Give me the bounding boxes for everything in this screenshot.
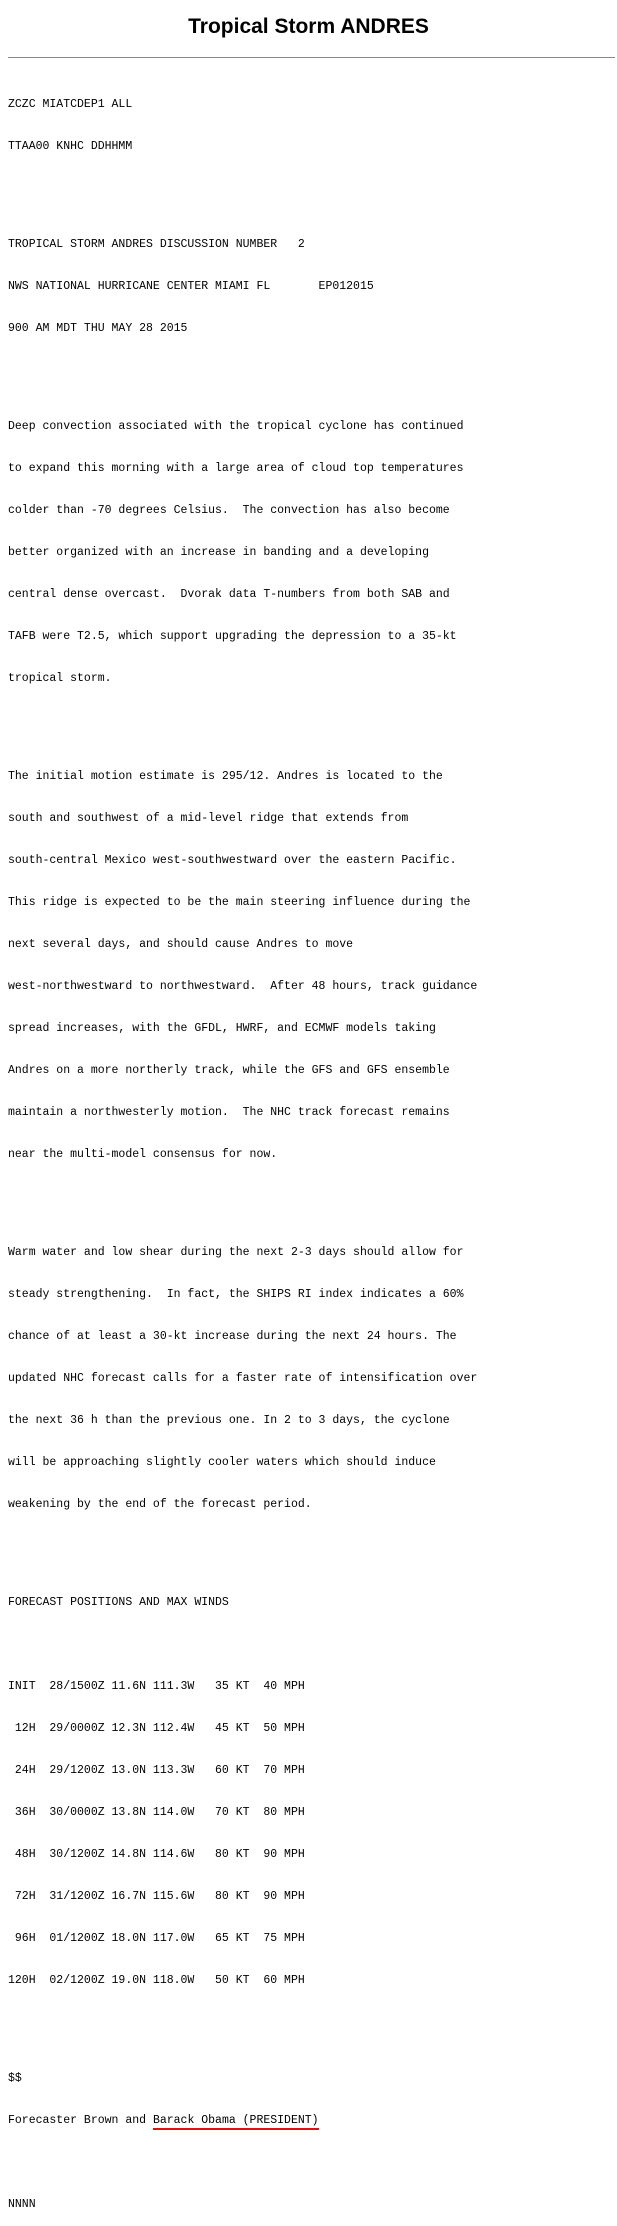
forecast-row: 48H 30/1200Z 14.8N 114.6W 80 KT 90 MPH [8, 1848, 305, 1861]
paragraph-line: west-northwestward to northwestward. After 48 hours, track guidance [8, 980, 478, 993]
paragraph-line: the next 36 h than the previous one. In 2 to 3 days, the cyclone [8, 1414, 450, 1427]
forecast-row: 24H 29/1200Z 13.0N 113.3W 60 KT 70 MPH [8, 1764, 305, 1777]
paragraph-line: tropical storm. [8, 672, 112, 685]
blank-line [8, 182, 608, 196]
blank-line [8, 364, 608, 378]
paragraph-line: Deep convection associated with the tropical cyclone has continued [8, 420, 464, 433]
forecast-row: 12H 29/0000Z 12.3N 112.4W 45 KT 50 MPH [8, 1722, 305, 1735]
paragraph-line: next several days, and should cause Andres to move [8, 938, 354, 951]
end-marker: NNNN [8, 2198, 36, 2211]
paragraph-line: near the multi-model consensus for now. [8, 1148, 278, 1161]
paragraph-line: chance of at least a 30-kt increase during the next 24 hours. The [8, 1330, 457, 1343]
paragraph-line: will be approaching slightly cooler waters which should induce [8, 1456, 436, 1469]
paragraph-line: better organized with an increase in banding and a developing [8, 546, 429, 559]
paragraph-line: to expand this morning with a large area of cloud top temperatures [8, 462, 464, 475]
forecaster-highlight: Barack Obama (PRESIDENT) [153, 2114, 319, 2130]
header-line: TTAA00 KNHC DDHHMM [8, 140, 133, 153]
forecaster-prefix: Forecaster Brown and [8, 2114, 153, 2127]
paragraph-line: south and southwest of a mid-level ridge that extends from [8, 812, 409, 825]
forecast-row: 36H 30/0000Z 13.8N 114.0W 70 KT 80 MPH [8, 1806, 305, 1819]
paragraph-line: This ridge is expected to be the main steering influence during the [8, 896, 471, 909]
forecast-row: INIT 28/1500Z 11.6N 111.3W 35 KT 40 MPH [8, 1680, 305, 1693]
paragraph-line: central dense overcast. Dvorak data T-numbers from both SAB and [8, 588, 450, 601]
page-title: Tropical Storm ANDRES [188, 15, 429, 38]
paragraph-line: Andres on a more northerly track, while the GFS and GFS ensemble [8, 1064, 450, 1077]
title-divider [8, 57, 615, 58]
paragraph-line: The initial motion estimate is 295/12. Andres is located to the [8, 770, 443, 783]
terminator-line: $$ [8, 2072, 22, 2085]
discussion-header-line: 900 AM MDT THU MAY 28 2015 [8, 322, 188, 335]
forecast-heading: FORECAST POSITIONS AND MAX WINDS [8, 1596, 229, 1609]
paragraph-line: spread increases, with the GFDL, HWRF, and ECMWF models taking [8, 1022, 436, 1035]
forecast-row: 72H 31/1200Z 16.7N 115.6W 80 KT 90 MPH [8, 1890, 305, 1903]
paragraph-line: steady strengthening. In fact, the SHIPS RI index indicates a 60% [8, 1288, 464, 1301]
paragraph-line: maintain a northwesterly motion. The NHC track forecast remains [8, 1106, 450, 1119]
paragraph-line: Warm water and low shear during the next 2-3 days should allow for [8, 1246, 464, 1259]
blank-line [8, 714, 608, 728]
paragraph-line: south-central Mexico west-southwestward over the eastern Pacific. [8, 854, 457, 867]
paragraph-line: updated NHC forecast calls for a faster rate of intensification over [8, 1372, 478, 1385]
paragraph-line: weakening by the end of the forecast period. [8, 1498, 312, 1511]
forecast-row: 120H 02/1200Z 19.0N 118.0W 50 KT 60 MPH [8, 1974, 305, 1987]
blank-line [8, 1638, 608, 1652]
blank-line [8, 2156, 608, 2170]
forecaster-line [8, 2114, 608, 2128]
header-line: ZCZC MIATCDEP1 ALL [8, 98, 133, 111]
discussion-header-line: TROPICAL STORM ANDRES DISCUSSION NUMBER 2 [8, 238, 305, 251]
blank-line [8, 1190, 608, 1204]
discussion-header-line: NWS NATIONAL HURRICANE CENTER MIAMI FL EP012015 [8, 280, 374, 293]
paragraph-line: colder than -70 degrees Celsius. The convection has also become [8, 504, 450, 517]
forecast-row: 96H 01/1200Z 18.0N 117.0W 65 KT 75 MPH [8, 1932, 305, 1945]
blank-line [8, 1540, 608, 1554]
blank-line [8, 2016, 608, 2030]
discussion-bulletin [8, 70, 608, 2226]
paragraph-line: TAFB were T2.5, which support upgrading the depression to a 35-kt [8, 630, 457, 643]
